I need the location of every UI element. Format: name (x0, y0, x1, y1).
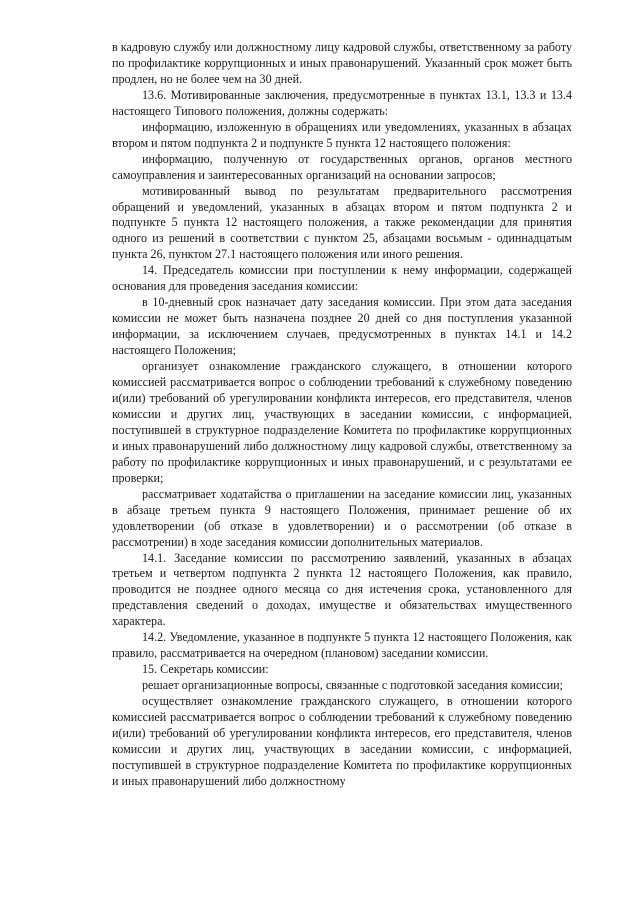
paragraph-14: 14. Председатель комиссии при поступлении к нему информации, содержащей основания для проведения заседания комиссии: (112, 263, 572, 294)
paragraph-14-1: 14.1. Заседание комиссии по рассмотрению заявлений, указанных в абзацах третьем и четвертом подпункта 2 пункта 12 настоящего Положения, как правило, проводится не позднее одного месяца со дня истечения срока, установленного для представления сведений о доходах, имуществе и обязательствах имущественного характера. (112, 550, 572, 629)
paragraph-13-6-item-2: информацию, полученную от государственных органов, органов местного самоуправления и заинтересованных организаций на основании запросов; (112, 151, 572, 182)
paragraph-14-item-2: организует ознакомление гражданского служащего, в отношении которого комиссией рассматривается вопрос о соблюдении требований к служебному поведению и(или) требований об урегулировании конфликта интересов, его представителя, членов комиссии и других лиц, участвующих в заседании комиссии, с информацией, поступившей в структурное подразделение Комитета по профилактике коррупционных и иных правонарушений либо должностному лицу кадровой службы, ответственному за работу по профилактике коррупционных и иных правонарушений, и с результатами ее проверки; (112, 359, 572, 485)
paragraph-15-item-1: решает организационные вопросы, связанные с подготовкой заседания комиссии; (142, 678, 564, 693)
paragraph-14-item-1: в 10-дневный срок назначает дату заседания комиссии. При этом дата заседания комиссии не может быть назначена позднее 20 дней со дня поступления указанной информации, за исключением случаев, предусмотренных в пунктах 14.1 и 14.2 настоящего Положения; (112, 295, 572, 358)
paragraph-14-2: 14.2. Уведомление, указанное в подпункте 5 пункта 12 настоящего Положения, как правило, рассматривается на очередном (плановом) заседании комиссии. (112, 630, 572, 661)
paragraph-13-6-item-1: информацию, изложенную в обращениях или уведомлениях, указанных в абзацах втором и пятом подпункта 2 и подпункте 5 пункта 12 настоящего положения: (112, 119, 572, 150)
paragraph-15-item-2: осуществляет ознакомление гражданского служащего, в отношении которого комиссией рассматривается вопрос о соблюдении требований к служебному поведению и(или) требований об урегулировании конфликта интересов, его представителя, членов комиссии и других лиц, участвующих в заседании комиссии, с информацией, поступившей в структурное подразделение Комитета по профилактике коррупционных и иных правонарушений либо должностному (112, 694, 572, 788)
paragraph-14-item-3: рассматривает ходатайства о приглашении на заседание комиссии лиц, указанных в абзаце третьем пункта 9 настоящего Положения, принимает решение об их удовлетворении (об отказе в удовлетворении) и о рассмотрении (об отказе в рассмотрении) в ходе заседания комиссии дополнительных материалов. (112, 486, 572, 549)
paragraph-15: 15. Секретарь комиссии: (142, 662, 269, 677)
paragraph-continuation: в кадровую службу или должностному лицу кадровой службы, ответственному за работу по профилактике коррупционных и иных правонарушений. Указанный срок может быть продлен, но не более чем на 30 дней. (112, 40, 572, 86)
document-page (112, 40, 572, 790)
paragraph-13-6: 13.6. Мотивированные заключения, предусмотренные в пунктах 13.1, 13.3 и 13.4 настоящего Типового положения, должны содержать: (112, 87, 572, 118)
paragraph-13-6-item-3: мотивированный вывод по результатам предварительного рассмотрения обращений и уведомлений, указанных в абзацах втором и пятом подпункта 2 и подпункте 5 пункта 12 настоящего положения, а также рекомендации для принятия одного из решений в соответствии с пунктом 25, абзацами восьмым - одиннадцатым пункта 26, пунктом 27.1 настоящего положения или иного решения. (112, 183, 572, 262)
